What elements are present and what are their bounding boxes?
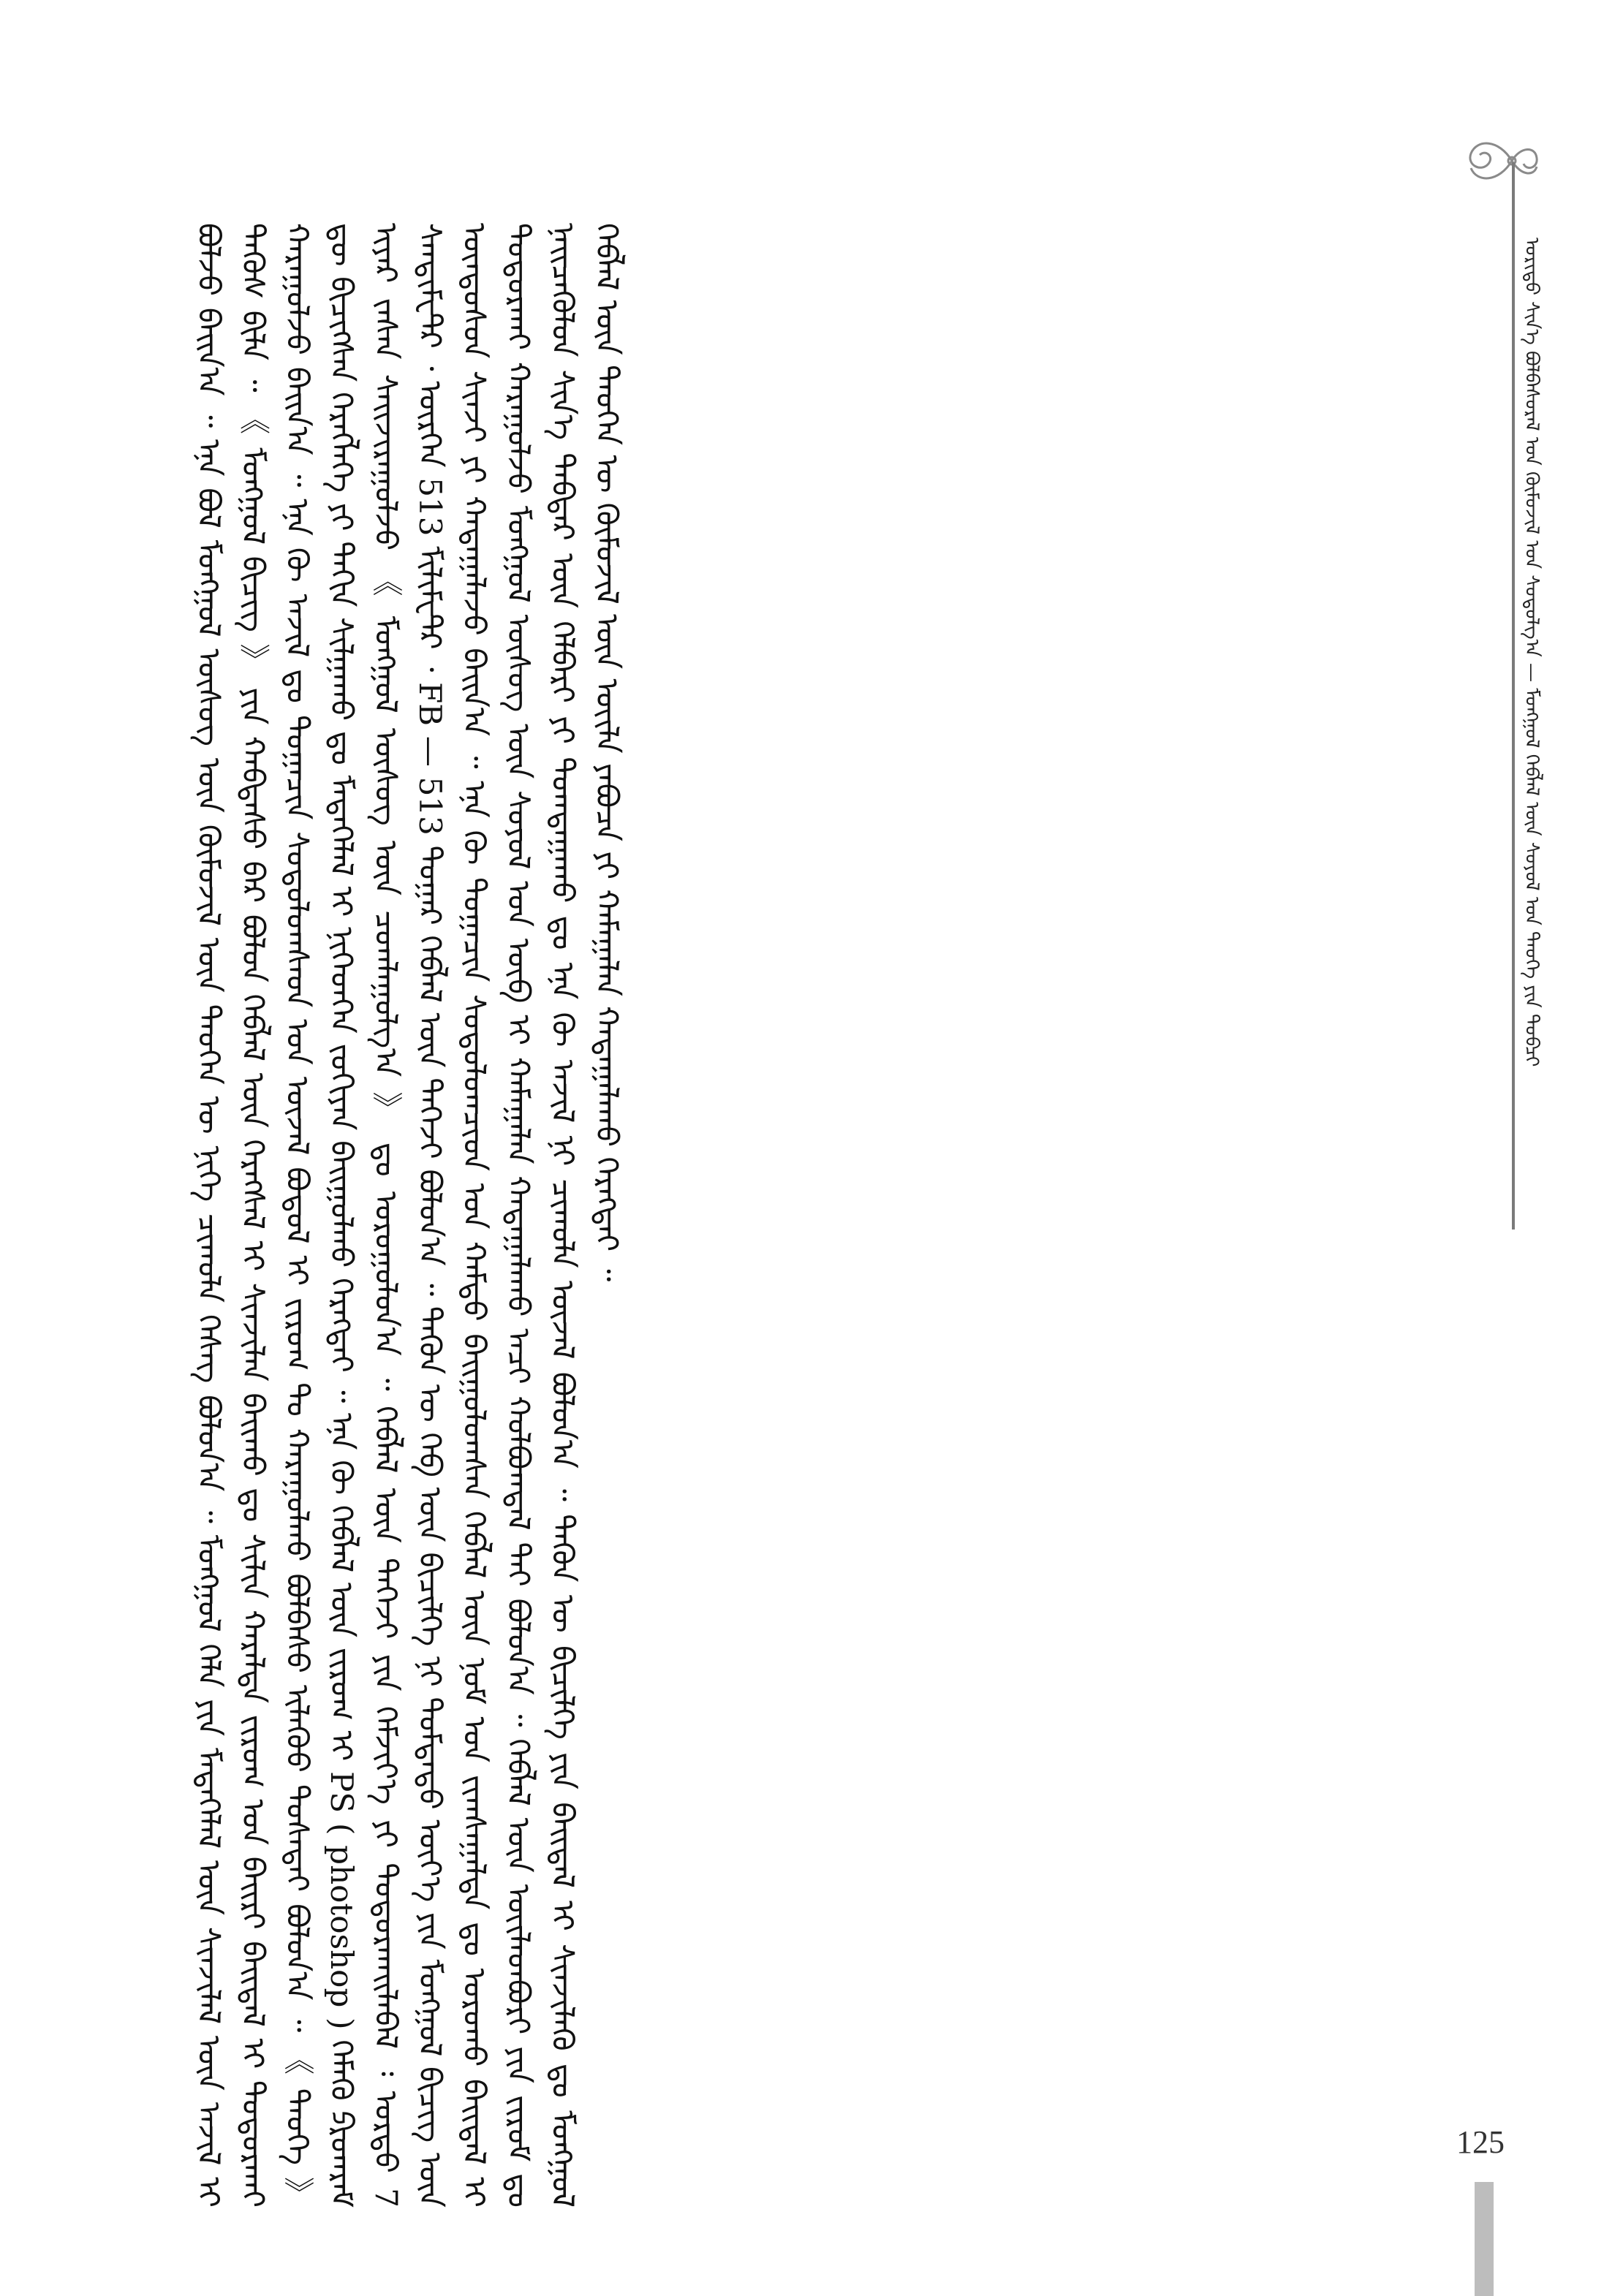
body-paragraph: ᠪᠣᠯᠵᠤ ᠪᠠᠢᠨ᠎ᠠ ᠃ ᠡᠨᠡ ᠪᠣᠯ ᠮᠣᠩᠭᠣᠯ ᠦᠰᠦᠭ ᠦᠨ ᠬᠦᠮᠦᠵᠢᠯ ᠦᠨ ᠲᠡᠦᠬᠡᠨ ᠦ ᠨᠢᠭᠡ ᠴᠢᠬᠤᠯᠠ ᠬᠡᠰᠡᠭ ᠪᠣᠯᠤᠨ᠎ᠠ ᠃ ᠮᠣᠩᠭᠣᠯ ᠬᠡᠯᠡ ᠶᠢᠨ ᠮᠡᠳᠡᠭᠡᠯᠡᠯ ᠦᠨ ᠰᠢᠨᠵᠢᠯᠡᠯ ᠦᠨ ᠠᠵᠢᠯ ᠢ ᠲᠡᠭᠦᠰ ᠪᠢᠯᠡ ᠃ 《 ᠮᠣᠩᠭᠣᠯ ᠪᠢᠴᠢᠭ 》 ᠶᠢᠨ ᠬᠠᠪᠲᠠᠰᠤ ᠪᠡᠷ ᠪᠣᠯᠤᠨ ᠬᠡᠪᠯᠡᠯ ᠦᠨ ᠬᠡᠷᠡᠭᠰᠡᠯ ᠢ ᠰᠢᠨᠵᠢᠯᠡᠨ ᠪᠠᠢᠬᠤ ᠳᠤ ᠰᠢᠯᠢᠨ ᠬᠠᠷᠠᠯᠲᠠ ᠵᠢᠷᠤᠭ ᠤᠨ ᠪᠠᠢᠷᠢ ᠪᠠᠢᠳᠠᠯ ᠢ ᠲᠣᠳᠤᠷᠬᠠᠢ ᠬᠠᠷᠠᠭᠤᠯᠵᠤ ᠪᠠᠢᠨ᠎ᠠ ᠃ ᠡᠨᠡ ᠬᠦ ᠠᠵᠢᠯ ᠳᠤ ᠲᠣᠭᠠᠴᠢᠨ ᠰᠤᠳᠤᠯᠤᠭᠰᠠᠳ ᠤᠨ ᠦᠵᠡᠯ ᠪᠣᠳᠤᠯ ᠢ ᠵᠢᠷᠤᠭ ᠲᠤ ᠬᠠᠷᠠᠭᠤᠯᠬᠤ ᠪᠣᠯᠪᠠᠰᠤ ᠢᠯᠡᠭᠦᠦ ᠲᠤᠰᠠᠲᠠᠢ ᠪᠣᠯᠤᠨ᠎ᠠ ᠃ 《 ᠲᠡᠦᠬᠡ 》 ᠳᠦ ᠪᠢᠴᠢᠭᠰᠡᠨ ᠬᠡᠷᠡᠭᠯᠡᠭᠡ ᠶᠢ ᠳᠠᠬᠢᠨ ᠰᠢᠯᠭᠠᠬᠤ ᠳᠤ ᠮᠡᠳᠡᠭᠡᠯᠡᠯ ᠢ ᠨᠢᠭᠡᠳᠬᠡᠨ ᠵᠣᠬᠢᠶᠠᠨ ᠪᠠᠢᠭᠤᠯᠬᠤ ᠬᠡᠷᠡᠭᠲᠡᠢ ᠃ ᠡᠨᠡ ᠬᠦ ᠬᠡᠪᠯᠡᠯ ᠦᠨ ᠵᠢᠷᠤᠭ ᠢ PS ( photoshop ) ᠬᠡᠮᠡᠬᠦ ᠫᠷᠣᠭᠷᠠᠮ ᠢᠶᠠᠷ ᠵᠠᠰᠠᠨ ᠰᠠᠢᠵᠢᠷᠠᠭᠤᠯᠵᠤ 《 ᠮᠣᠩᠭᠣᠯ ᠦᠰᠦᠭ ᠦᠨ ᠴᠤᠭᠯᠠᠭᠤᠯᠭ᠎ᠠ 》 ᠳᠤ ᠣᠷᠣᠭᠤᠯᠤᠨ᠎ᠠ ᠃ ᠬᠡᠪᠯᠡᠯ ᠦᠨ ᠳᠡᠭᠡᠵᠢ ᠶᠢᠨ ᠬᠡᠮᠵᠢᠶ᠎ᠡ ᠶᠢ ᠲᠣᠳᠤᠷᠬᠠᠢᠯᠠᠪᠠᠯ ᠄ ᠤᠷᠲᠤ 7 ᠰᠠᠨᠲᠢᠮᠧᠲᠷ ᠂ ᠥᠷᠭᠡᠨ 513 ᠮᠢᠯᠢᠮᠧᠲᠷ ᠂ FB — 513 ᠳᠤᠭᠠᠷ ᠬᠡᠪᠯᠡᠯ ᠦᠨ ᠳᠡᠭᠡᠵᠢ ᠪᠣᠯᠤᠨ᠎ᠠ ᠃ ᠲᠡᠭᠦᠨ ᠦ ᠬᠡᠪ ᠦᠨ ᠪᠢᠴᠢᠯᠭᠡ ᠨᠢ ᠳᠤᠮᠳᠠᠳᠤ ᠦᠶ᠎ᠡ ᠶᠢᠨ ᠮᠣᠩᠭᠣᠯ ᠪᠢᠴᠢᠭ ᠦᠨ ᠦᠨᠳᠦᠰᠦᠨ ᠰᠢᠨᠵᠢ ᠶᠢ ᠬᠠᠳᠠᠭᠠᠯᠠᠵᠤ ᠪᠠᠢᠨ᠎ᠠ ᠃ ᠡᠨᠡ ᠬᠦ ᠲᠣᠭᠠᠴᠢᠨ ᠰᠤᠳᠤᠯᠤᠭᠴᠢᠳ ᠤᠨ ᠬᠠᠮᠲᠤ ᠪᠠᠢᠭᠤᠯᠤᠭᠰᠠᠨ ᠬᠡᠪᠯᠡᠯ ᠦᠨ ᠨᠣᠮ ᠤᠨ ᠵᠢᠭᠰᠠᠭᠠᠯᠲᠠ ᠳᠤ ᠣᠷᠣᠬᠤ ᠪᠠᠢᠳᠠᠯ ᠢ ᠲᠣᠳᠤᠷᠬᠠᠢ ᠬᠠᠷᠠᠭᠤᠯᠵᠤ ᠮᠣᠩᠭᠣᠯ ᠦᠰᠦᠭ ᠦᠨ ᠰᠣᠶᠣᠯ ᠤᠨ ᠦᠪ ᠢ ᠬᠠᠮᠠᠭᠠᠯᠠᠨ ᠬᠠᠳᠠᠭᠠᠯᠠᠬᠤ ᠠᠴᠢ ᠬᠣᠯᠪᠣᠭᠳᠠᠯ ᠲᠠᠢ ᠪᠣᠯᠤᠨ᠎ᠠ ᠃ ᠬᠡᠪᠯᠡᠯ ᠦᠨ ᠦᠢᠯᠡᠳᠪᠦᠷᠢ ᠶᠢᠨ ᠵᠢᠷᠤᠮ ᠳᠤ ᠨᠡᠢᠴᠡᠭᠦᠯᠦᠨ ᠰᠢᠨ᠎ᠡ ᠳᠡᠪᠲᠡᠷ ᠦᠨ ᠬᠡᠯᠪᠡᠷᠢ ᠶᠢ ᠲᠣᠭᠲᠠᠭᠠᠬᠤ ᠳᠤ ᠡᠨᠡ ᠬᠦ ᠠᠵᠢᠯ ᠨᠢ ᠴᠢᠬᠤᠯᠠ ᠦᠵᠡᠯ ᠪᠣᠯᠤᠨ᠎ᠠ ᠃ ᠲᠡᠭᠦᠨ ᠦ ᠪᠢᠴᠢᠯᠭᠡ ᠶᠢᠨ ᠪᠠᠢᠳᠠᠯ ᠢ ᠰᠢᠨᠵᠢᠯᠡᠬᠦ ᠳᠤ ᠮᠣᠩᠭᠣᠯ ᠬᠡᠪᠯᠡᠯ ᠦᠨ ᠲᠡᠦᠬᠡᠨ ᠦ ᠬᠦᠮᠦᠵᠢᠯ ᠦᠨ ᠦᠢᠯᠡ ᠶᠠᠪᠤᠴᠠ ᠶᠢ ᠬᠠᠮᠠᠭᠠᠯᠠᠨ ᠬᠠᠳᠠᠭᠠᠯᠠᠬᠤ ᠬᠡᠷᠡᠭᠲᠡᠢ ᠃ bbox=[191, 223, 625, 2208]
page-edge-bar bbox=[1475, 2182, 1494, 2296]
flourish-ornament-icon bbox=[1455, 124, 1543, 197]
running-header: ᠤᠷᠢᠳᠤ ᠰᠢᠨ᠎ᠡ ᠪᠣᠯᠪᠠᠰᠤᠷᠠᠯ ᠤᠨ ᠬᠦᠮᠦᠵᠢᠯ ᠤᠨ ᠰᠤᠳᠤᠯᠭ᠎ᠠ — ᠮᠣᠩᠭᠣᠯ ᠬᠡᠪᠯᠡᠯ ᠦᠨ ᠰᠣᠶᠣᠯ ᠤᠨ ᠲᠡᠦᠬᠡ ᠶᠢᠨ ᠲᠣᠪᠴᠢ bbox=[1521, 238, 1543, 1067]
page-number: 125 bbox=[1456, 2124, 1505, 2160]
body-text bbox=[186, 223, 1517, 2208]
